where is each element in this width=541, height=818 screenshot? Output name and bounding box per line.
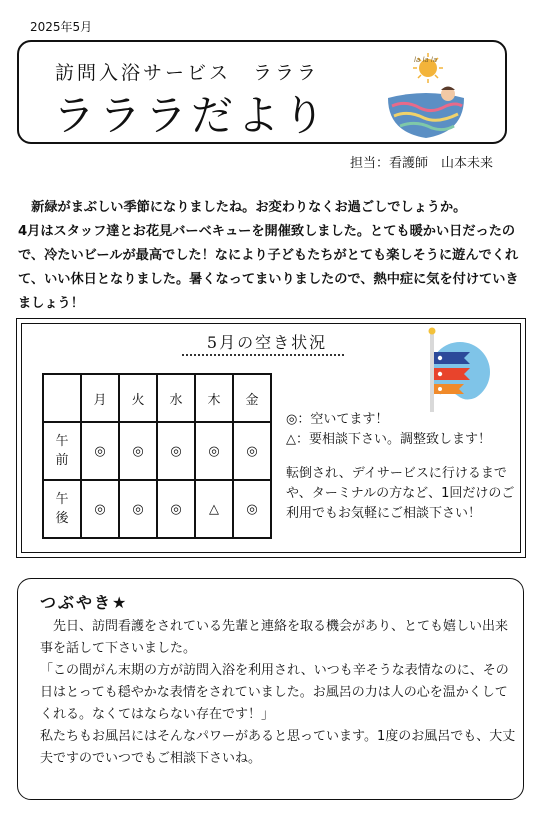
availability-cell: ◎ (119, 422, 157, 480)
availability-note: 転倒され、デイサービスに行けるまでや、ターミナルの方など、1回だけのご利用でもお気軽にご相談下さい！ (286, 466, 515, 521)
dotted-underline (182, 354, 344, 356)
availability-cell: ◎ (81, 480, 119, 538)
intro-section (18, 196, 528, 316)
intro-paragraph: 新緑がまぶしい季節になりましたね。お変わりなくお過ごしでしょうか。 (18, 200, 467, 215)
availability-cell: ◎ (195, 422, 233, 480)
logo-text: la la la (414, 56, 438, 64)
day-header: 木 (195, 374, 233, 422)
day-header: 金 (233, 374, 271, 422)
newsletter-title: ラララだより (53, 91, 330, 140)
tweet-body (40, 616, 518, 770)
availability-cell: ◎ (157, 480, 195, 538)
table-row (43, 480, 271, 538)
tweet-paragraph: 「この間がん末期の方が訪問入浴を利用され、いつも辛そうな表情なのに、その日はとっても穏やかな表情をされていました。お風呂の力は人の心を温かくしてくれる。なくてはならない存在です！」 (40, 663, 509, 722)
availability-cell: △ (195, 480, 233, 538)
table-corner-cell (43, 374, 81, 422)
day-header: 火 (119, 374, 157, 422)
legend-item-available: ◎：空いてます！ (286, 412, 389, 427)
carp-streamer-icon (418, 326, 490, 416)
tweet-title: つぶやき★ (40, 593, 129, 612)
day-header: 月 (81, 374, 119, 422)
availability-table (42, 373, 272, 539)
period-label-afternoon: 午 後 (43, 480, 81, 538)
tweet-paragraph: 先日、訪問看護をされている先輩と連絡を取る機会があり、とても嬉しい出来事を話して下さいました。 (40, 619, 509, 656)
day-header: 水 (157, 374, 195, 422)
intro-paragraph: 4月はスタッフ達とお花見バーベキューを開催致しました。とても暖かい日だったので、冷たいビールが最高でした！なにより子どもたちがとても楽しそうに遊んでくれて、いい休日となりました。暑くなってまいりましたので、熱中症に気を付けていきましょう！ (18, 224, 519, 311)
availability-legend (286, 410, 491, 450)
availability-cell: ◎ (157, 422, 195, 480)
availability-cell: ◎ (233, 422, 271, 480)
table-header-row (43, 374, 271, 422)
issue-date: 2025年5月 (30, 20, 93, 34)
staff-in-charge: 担当：看護師 山本未来 (349, 156, 493, 171)
availability-title: 5月の空き状況 (206, 333, 328, 352)
period-label-morning: 午 前 (43, 422, 81, 480)
availability-cell: ◎ (233, 480, 271, 538)
tweet-paragraph: 私たちもお風呂にはそんなパワーがあると思っています。1度のお風呂でも、大丈夫ですのでいつでもご相談下さいね。 (40, 729, 516, 766)
table-row (43, 422, 271, 480)
service-name: 訪問入浴サービス ラララ (55, 62, 320, 84)
availability-cell: ◎ (81, 422, 119, 480)
legend-item-consult: △：要相談下さい。調整致します！ (286, 432, 491, 447)
availability-cell: ◎ (119, 480, 157, 538)
